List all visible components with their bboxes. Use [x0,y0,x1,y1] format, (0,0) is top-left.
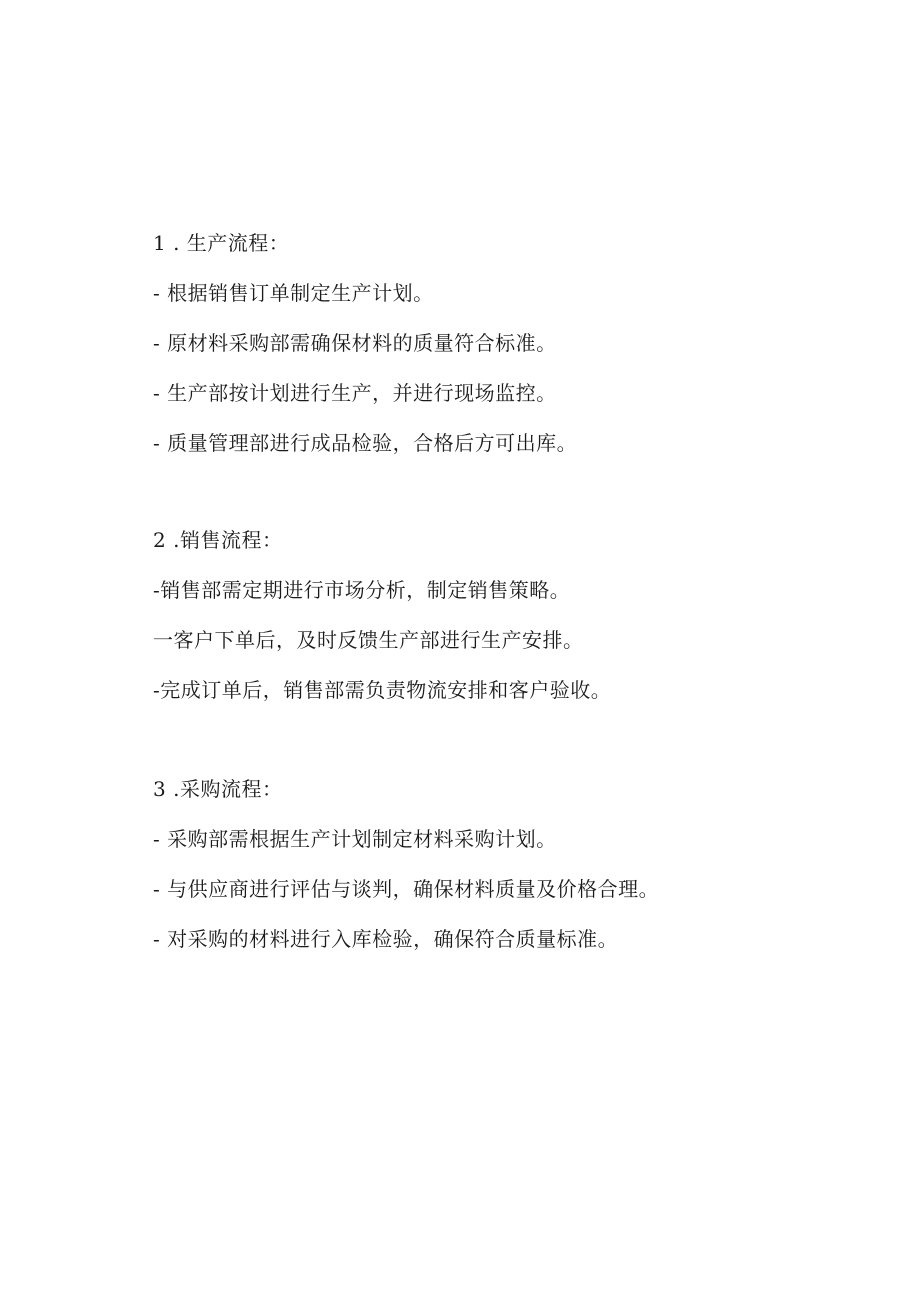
list-item: - 与供应商进行评估与谈判，确保材料质量及价格合理。 [153,877,660,901]
list-item: - 采购部需根据生产计划制定材料采购计划。 [153,827,557,851]
section-heading-production: 1 . 生产流程： [153,231,290,255]
list-item: 一客户下单后，及时反馈生产部进行生产安排。 [153,628,584,652]
list-item: -完成订单后，销售部需负责物流安排和客户验收。 [153,678,612,702]
list-item: -销售部需定期进行市场分析，制定销售策略。 [153,578,571,602]
list-item: - 生产部按计划进行生产，并进行现场监控。 [153,381,557,405]
list-item: - 原材料采购部需确保材料的质量符合标准。 [153,331,557,355]
section-heading-procurement: 3 .采购流程： [153,777,283,801]
list-item: - 质量管理部进行成品检验，合格后方可出库。 [153,431,578,455]
list-item: - 对采购的材料进行入库检验，确保符合质量标准。 [153,927,619,951]
list-item: - 根据销售订单制定生产计划。 [153,281,434,305]
section-heading-sales: 2 .销售流程： [153,528,283,552]
